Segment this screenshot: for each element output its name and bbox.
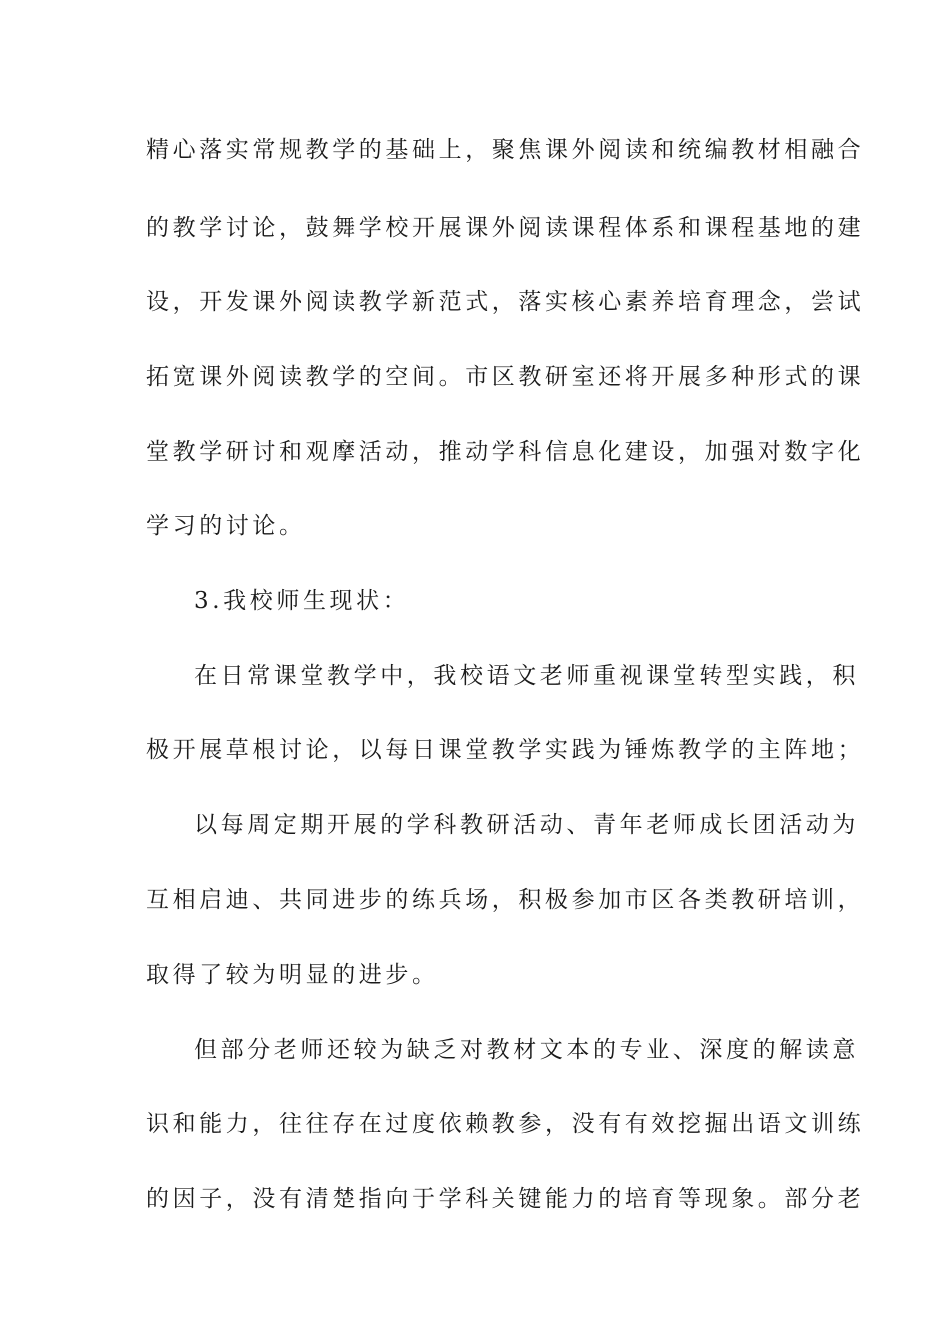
paragraph-line: 设，开发课外阅读教学新范式，落实核心素养培育理念，尝试 [146, 289, 865, 315]
paragraph-line: 以每周定期开展的学科教研活动、青年老师成长团活动为 [194, 812, 859, 838]
paragraph-line: 在日常课堂教学中，我校语文老师重视课堂转型实践，积 [194, 663, 859, 689]
paragraph-line: 互相启迪、共同进步的练兵场，积极参加市区各类教研培训， [146, 887, 865, 913]
paragraph-line: 拓宽课外阅读教学的空间。市区教研室还将开展多种形式的课 [146, 364, 865, 390]
paragraph-line: 学习的讨论。 [146, 513, 306, 539]
paragraph-line: 精心落实常规教学的基础上，聚焦课外阅读和统编教材相融合 [146, 137, 865, 163]
paragraph-line: 但部分老师还较为缺乏对教材文本的专业、深度的解读意 [194, 1037, 859, 1063]
paragraph-line: 的因子，没有清楚指向于学科关键能力的培育等现象。部分老 [146, 1186, 865, 1212]
paragraph-line: 取得了较为明显的进步。 [146, 962, 439, 988]
paragraph-line: 堂教学研讨和观摩活动，推动学科信息化建设，加强对数字化 [146, 439, 865, 465]
paragraph-line: 识和能力，往往存在过度依赖教参，没有有效挖掘出语文训练 [146, 1111, 865, 1137]
paragraph-line: 的教学讨论，鼓舞学校开展课外阅读课程体系和课程基地的建 [146, 215, 865, 241]
section-heading: 3.我校师生现状： [194, 588, 410, 614]
paragraph-line: 极开展草根讨论，以每日课堂教学实践为锤炼教学的主阵地； [146, 737, 865, 763]
